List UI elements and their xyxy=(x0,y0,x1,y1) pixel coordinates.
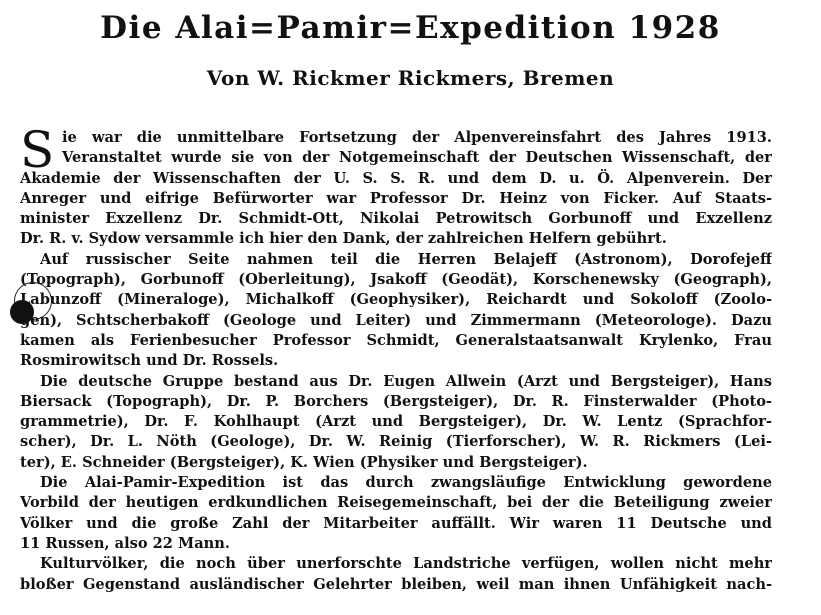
text-line: Völker und die große Zahl der Mitarbeiter auffällt. Wir waren 11 Deutsche und xyxy=(20,514,772,532)
text-line: Akademie der Wissenschaften der U. S. S. R. und dem D. u. Ö. Alpenverein. Der xyxy=(20,169,772,187)
text-line: minister Exzellenz Dr. Schmidt-Ott, Nikolai Petrowitsch Gorbunoff und Exzellenz xyxy=(20,210,772,228)
article-byline: Von W. Rickmer Rickmers, Bremen xyxy=(206,66,615,90)
text-line: 11 Russen, also 22 Mann. xyxy=(20,534,230,552)
text-line: bloßer Gegenstand ausländischer Gelehrter bleiben, weil man ihnen Unfähigkeit nach- xyxy=(20,575,772,593)
drop-cap: S xyxy=(20,121,55,179)
article-title: Die Alai=Pamir=Expedition 1928 xyxy=(100,10,721,46)
text-line: Die Alai-Pamir-Expedition ist das durch zwangsläufige Entwicklung gewordene xyxy=(40,474,772,492)
text-line: Dr. R. v. Sydow versammle ich hier den Dank, der zahlreichen Helfern gebührt. xyxy=(20,230,667,248)
text-line: Auf russischer Seite nahmen teil die Herren Belajeff (Astronom), Dorofejeff xyxy=(40,250,772,268)
article-body xyxy=(20,128,772,595)
text-line: ie war die unmittelbare Fortsetzung der Alpenvereinsfahrt des Jahres 1913. xyxy=(62,129,772,146)
text-line: scher), Dr. L. Nöth (Geologe), Dr. W. Reinig (Tierforscher), W. R. Rickmers (Lei- xyxy=(20,433,772,451)
text-line: Labunzoff (Mineraloge), Michalkoff (Geophysiker), Reichardt und Sokoloff (Zoolo- xyxy=(20,291,772,309)
text-line: (Topograph), Gorbunoff (Oberleitung), Jsakoff (Geodät), Korschenewsky (Geograph), xyxy=(20,271,772,289)
text-line: ter), E. Schneider (Bergsteiger), K. Wien (Physiker und Bergsteiger). xyxy=(20,453,588,471)
text-line: Vorbild der heutigen erdkundlichen Reisegemeinschaft, bei der die Beteiligung zweier xyxy=(20,494,772,512)
text-line: Veranstaltet wurde sie von der Notgemeinschaft der Deutschen Wissenschaft, der xyxy=(62,149,772,167)
text-line: grammetrie), Dr. F. Kohlhaupt (Arzt und Bergsteiger), Dr. W. Lentz (Sprachfor- xyxy=(20,413,772,431)
text-line: Die deutsche Gruppe bestand aus Dr. Eugen Allwein (Arzt und Bergsteiger), Hans xyxy=(40,372,772,390)
text-line: Anreger und eifrige Befürworter war Professor Dr. Heinz von Ficker. Auf Staats- xyxy=(20,189,772,207)
text-line: gen), Schtscherbakoff (Geologe und Leiter) und Zimmermann (Meteorologe). Dazu xyxy=(20,311,772,329)
text-line: Rosmirowitsch und Dr. Rossels. xyxy=(20,352,279,370)
text-line: Kulturvölker, die noch über unerforschte Landstriche verfügen, wollen nicht mehr xyxy=(40,555,772,573)
text-line: kamen als Ferienbesucher Professor Schmidt, Generalstaatsanwalt Krylenko, Frau xyxy=(20,331,772,349)
text-line: Biersack (Topograph), Dr. P. Borchers (Bergsteiger), Dr. R. Finsterwalder (Photo- xyxy=(20,392,772,410)
